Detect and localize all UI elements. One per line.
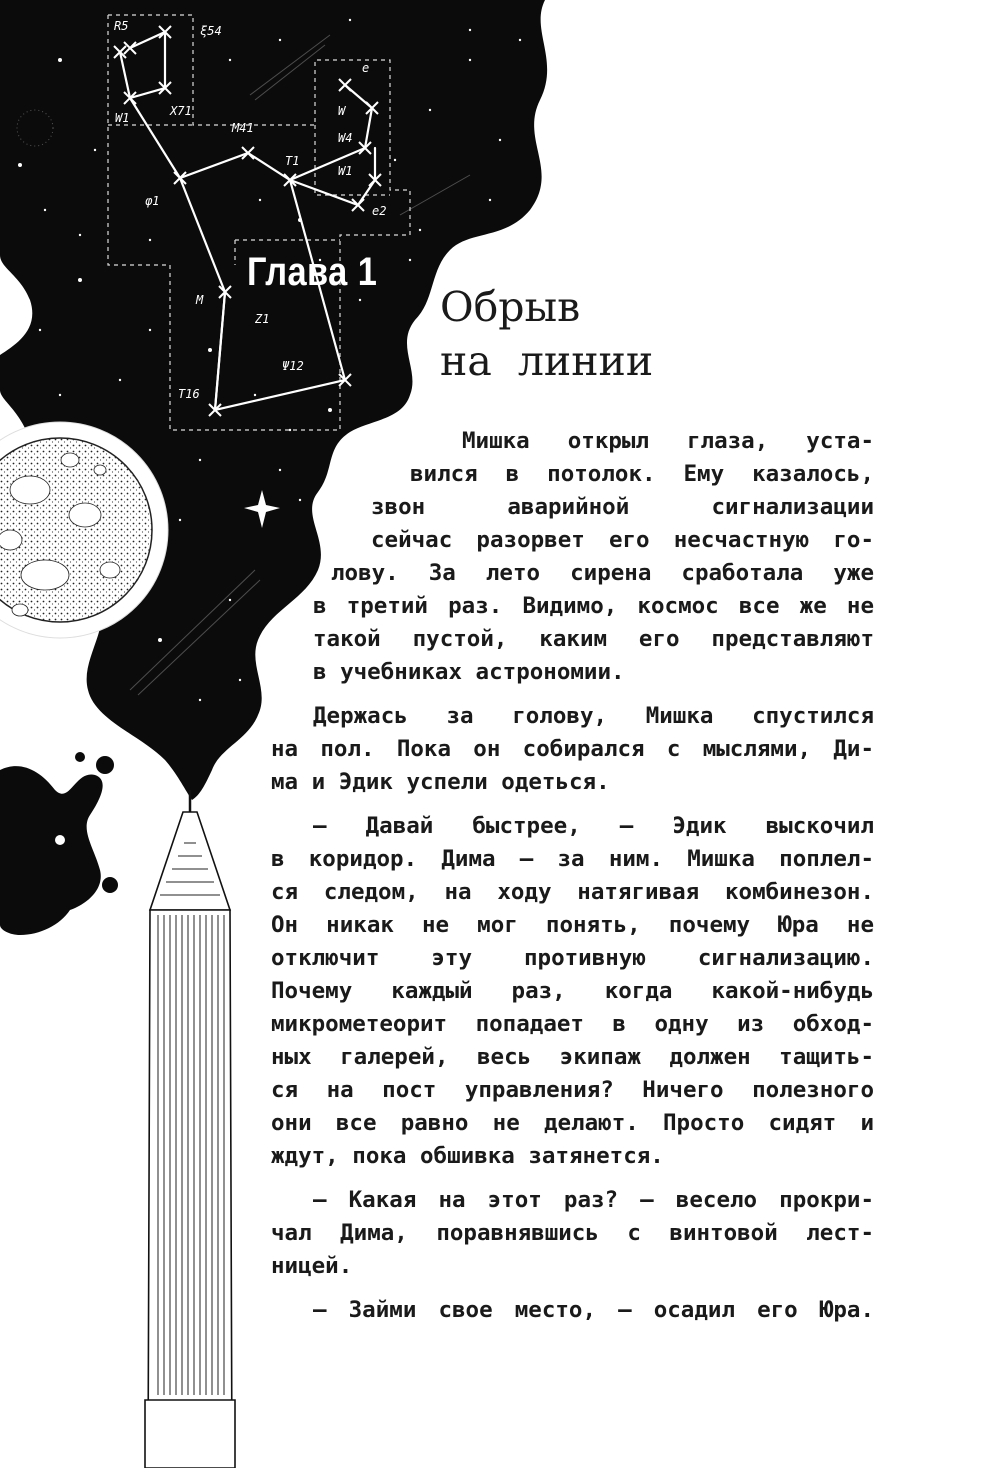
text-line: в учебниках астрономии. bbox=[313, 659, 625, 685]
text-line: звон аварийной сигнализации bbox=[371, 494, 874, 520]
text-line: — Давай быстрее, — Эдик выскочил bbox=[313, 813, 874, 839]
text-line: Он никак не мог понять, почему Юра не bbox=[271, 912, 874, 938]
star-dot bbox=[519, 39, 521, 41]
star-dot bbox=[349, 19, 351, 21]
star-dot bbox=[299, 499, 301, 501]
star-dot bbox=[289, 429, 291, 431]
chapter-number: Глава 1 bbox=[247, 250, 378, 294]
text-line: на пол. Пока он собирался с мыслями, Ди- bbox=[271, 736, 874, 762]
svg-text:φ1: φ1 bbox=[145, 194, 160, 208]
svg-text:Z1: Z1 bbox=[255, 312, 270, 326]
star-dot bbox=[359, 299, 361, 301]
svg-text:T1: T1 bbox=[285, 154, 300, 168]
text-line: в коридор. Дима — за ним. Мишка поплел- bbox=[271, 846, 874, 872]
ink-blot bbox=[0, 766, 103, 935]
star-dot bbox=[499, 139, 501, 141]
star-dot bbox=[58, 58, 62, 62]
text-line: — Займи свое место, — осадил его Юра. bbox=[313, 1297, 874, 1323]
text-line: ся следом, на ходу натягивая комбинезон. bbox=[271, 879, 874, 905]
star-dot bbox=[469, 29, 471, 31]
text-line: ных галерей, весь экипаж должен тащить- bbox=[271, 1044, 874, 1070]
svg-text:X71: X71 bbox=[170, 104, 192, 118]
text-line: в третий раз. Видимо, космос все же не bbox=[313, 593, 874, 619]
star-dot bbox=[39, 329, 41, 331]
star-dot bbox=[179, 519, 181, 521]
svg-text:e: e bbox=[362, 61, 370, 75]
text-line: ся на пост управления? Ничего полезного bbox=[271, 1077, 874, 1103]
star-dot bbox=[394, 159, 396, 161]
svg-text:T16: T16 bbox=[178, 387, 200, 401]
text-line: ницей. bbox=[271, 1253, 353, 1279]
text-line: ма и Эдик успели одеться. bbox=[271, 769, 610, 795]
star-dot bbox=[208, 348, 212, 352]
star-dot bbox=[78, 278, 82, 282]
star-dot bbox=[469, 59, 471, 61]
star-dot bbox=[59, 394, 61, 396]
star-dot bbox=[119, 379, 121, 381]
text-line: чал Дима, поравнявшись с винтовой лест- bbox=[271, 1220, 874, 1246]
star-dot bbox=[199, 699, 201, 701]
star-dot bbox=[149, 239, 151, 241]
svg-text:W1: W1 bbox=[115, 111, 130, 125]
text-line: такой пустой, каким его представляют bbox=[313, 626, 874, 652]
text-line: Мишка открыл глаза, уста- bbox=[462, 428, 874, 454]
text-line: — Какая на этот раз? — весело прокри- bbox=[313, 1187, 874, 1213]
star-dot bbox=[279, 39, 281, 41]
star-dot bbox=[18, 163, 22, 167]
text-line: Почему каждый раз, когда какой-нибудь bbox=[271, 978, 874, 1004]
text-line: микрометеорит попадает в одну из обход- bbox=[271, 1011, 874, 1037]
text-line: Держась за голову, Мишка спустился bbox=[313, 703, 874, 729]
star-dot bbox=[229, 59, 231, 61]
text-line: лову. За лето сирена сработала уже bbox=[331, 560, 874, 586]
text-line: сейчас разорвет его несчастную го- bbox=[371, 527, 874, 553]
star-dot bbox=[149, 329, 151, 331]
text-line: ждут, пока обшивка затянется. bbox=[271, 1143, 664, 1169]
svg-text:M: M bbox=[196, 293, 204, 307]
star-dot bbox=[94, 149, 96, 151]
star-dot bbox=[328, 408, 332, 412]
svg-text:W1: W1 bbox=[338, 164, 353, 178]
chapter-title bbox=[440, 280, 653, 388]
svg-text:W: W bbox=[338, 104, 346, 118]
star-dot bbox=[279, 469, 281, 471]
svg-text:M41: M41 bbox=[232, 121, 254, 135]
star-dot bbox=[199, 459, 201, 461]
star-dot bbox=[409, 259, 411, 261]
star-dot bbox=[79, 234, 81, 236]
star-dot bbox=[229, 599, 231, 601]
star-dot bbox=[259, 199, 261, 201]
svg-text:W4: W4 bbox=[338, 131, 353, 145]
star-dot bbox=[429, 109, 431, 111]
text-line: они все равно не делают. Просто сидят и bbox=[271, 1110, 874, 1136]
svg-text:Ψ12: Ψ12 bbox=[282, 359, 304, 373]
svg-text:e2: e2 bbox=[372, 204, 387, 218]
svg-text:R5: R5 bbox=[114, 19, 129, 33]
text-line: вился в потолок. Ему казалось, bbox=[410, 461, 874, 487]
star-dot bbox=[254, 394, 256, 396]
text-line: отключит эту противную сигнализацию. bbox=[271, 945, 874, 971]
star-dot bbox=[44, 209, 46, 211]
star-dot bbox=[489, 199, 491, 201]
star-dot bbox=[239, 679, 241, 681]
star-dot bbox=[419, 229, 421, 231]
chapter-title-line: Обрыв bbox=[440, 283, 581, 331]
star-dot bbox=[158, 638, 162, 642]
chapter-title-line: на линии bbox=[440, 337, 654, 385]
svg-text:ξ54: ξ54 bbox=[200, 24, 222, 38]
